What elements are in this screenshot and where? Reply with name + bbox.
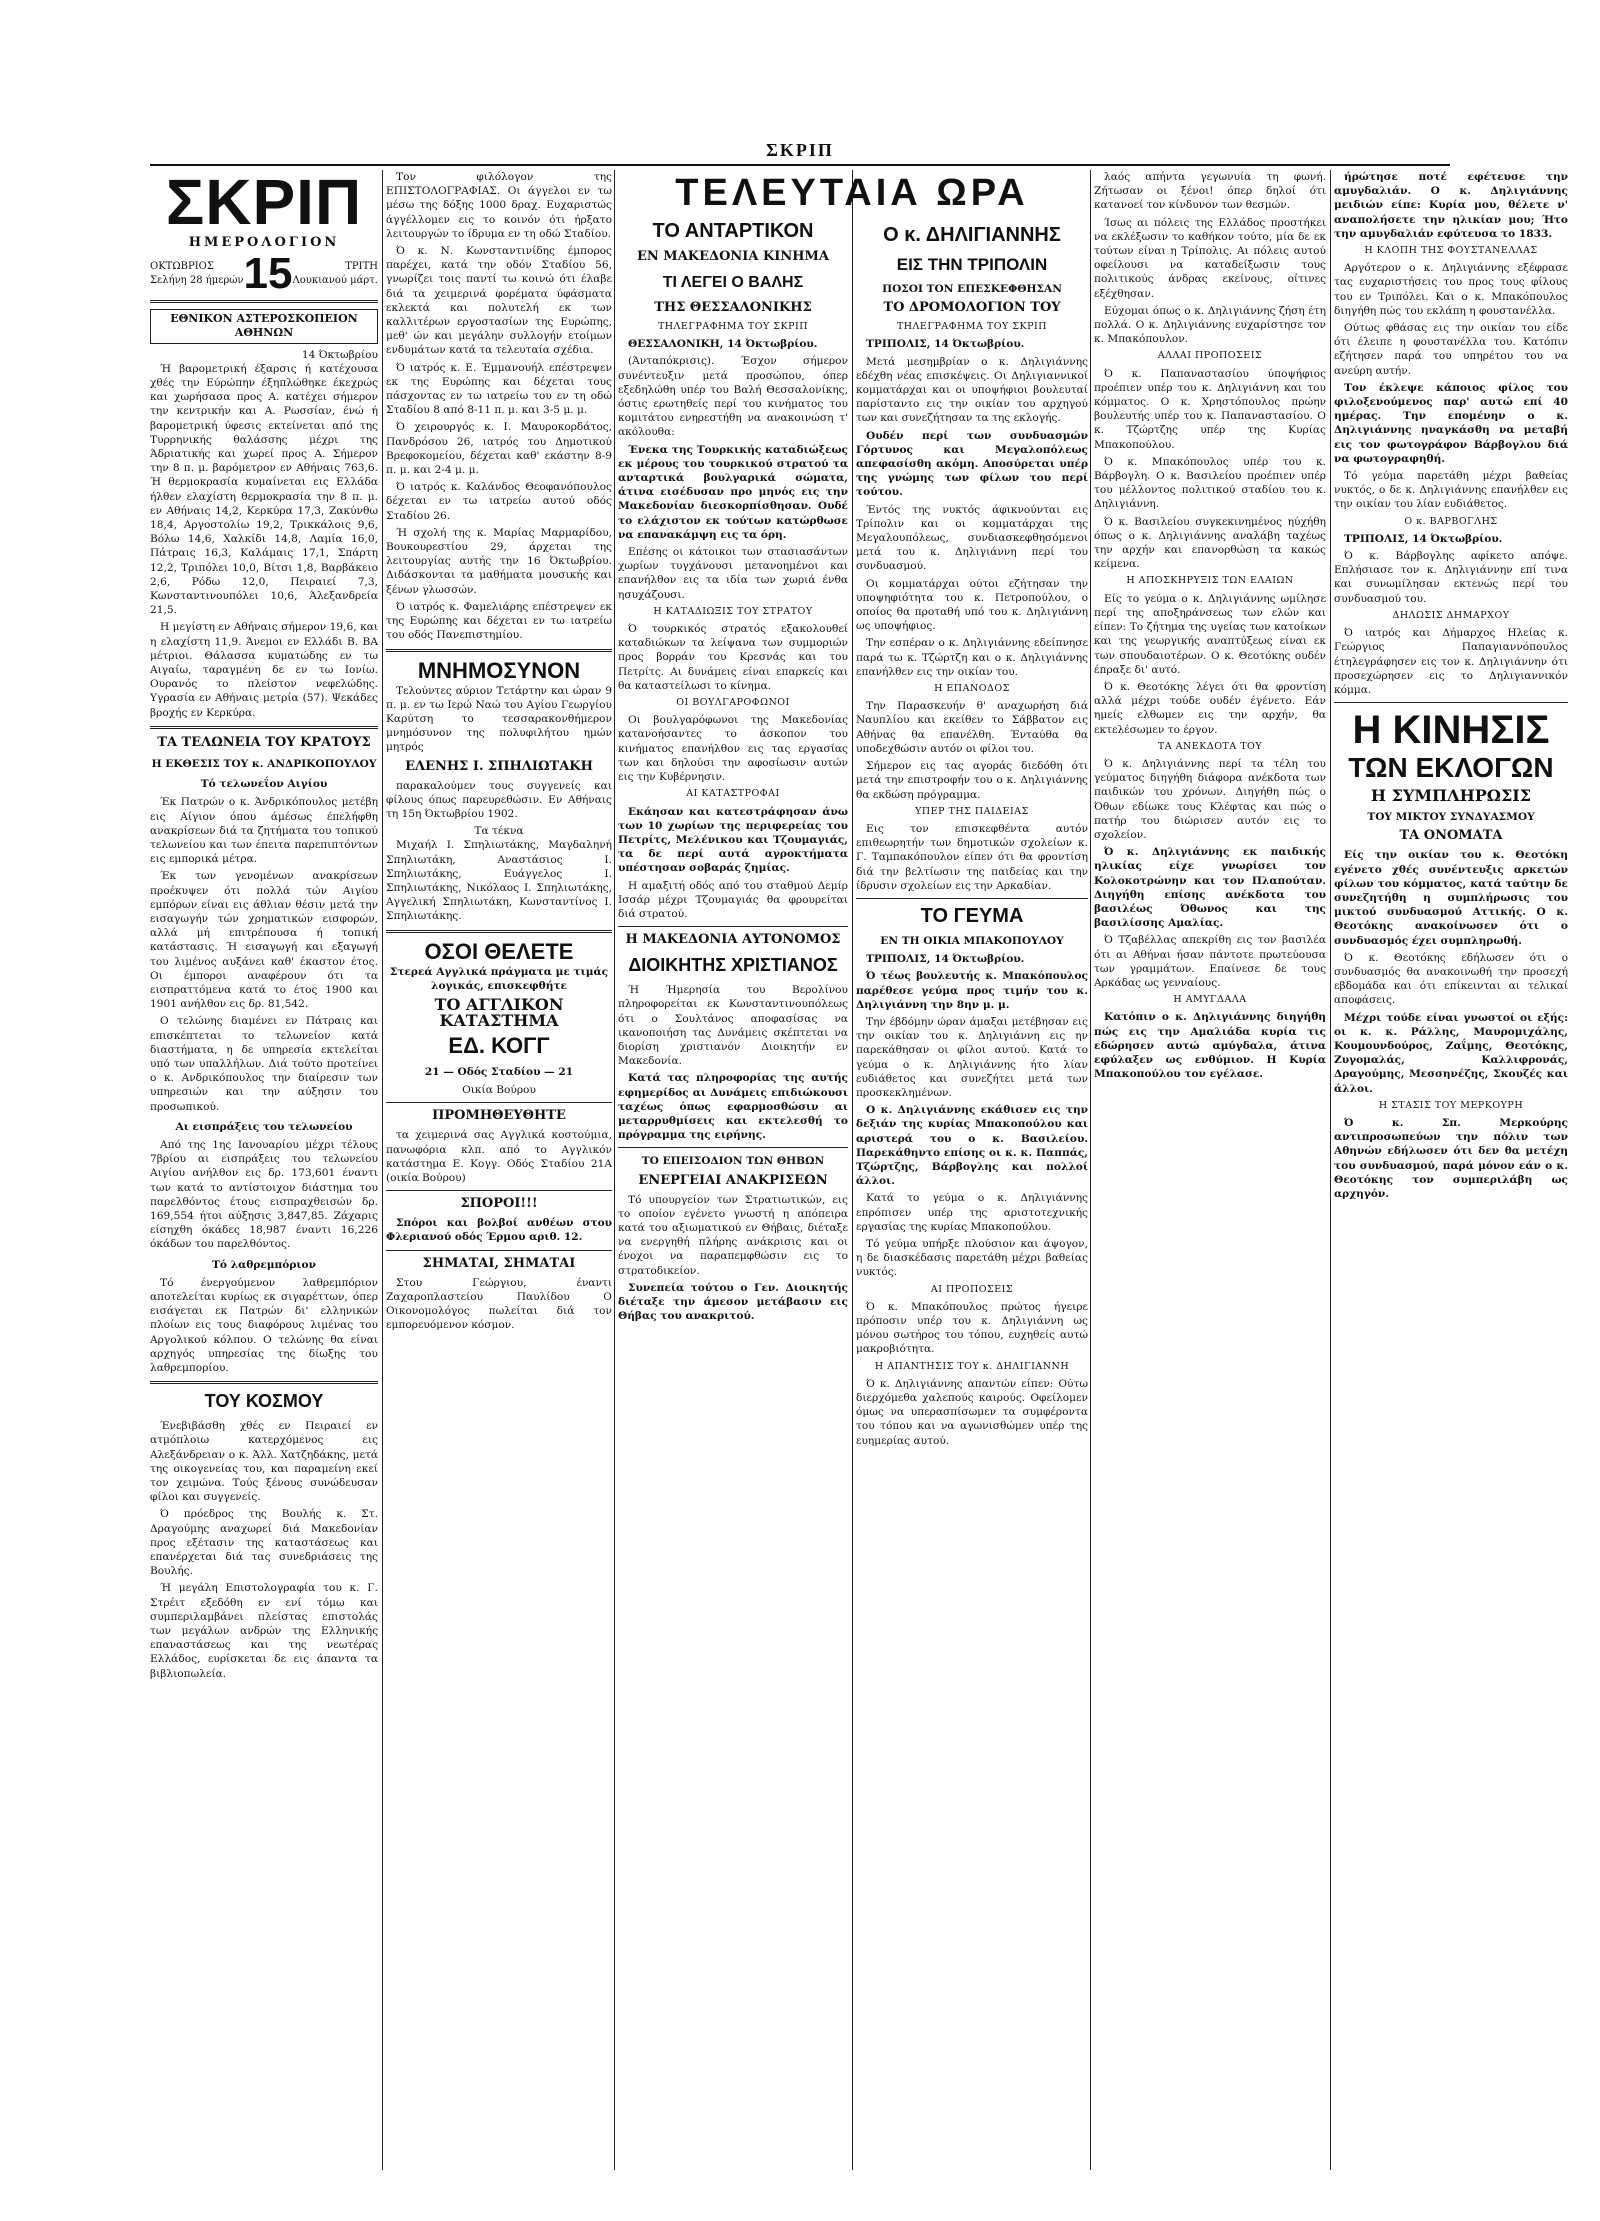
col2-text-7: Ό ιατρός κ. Φαμελιάρης επέστρεψεν εκ της Ευρώπης και δέχεται εν τω ιατρείω του οδός Πανεπιστημίου. xyxy=(386,600,612,642)
column-divider xyxy=(382,170,383,2170)
c6-dateline: ΤΡΙΠΟΛΙΣ, 14 Όκτωβρίου. xyxy=(1344,532,1503,545)
c4-text-9: Ό τέως βουλευτής κ. Μπακόπουλος παρέθεσε γεύμα προς τιμήν του κ. Δηλιγιάννη την 8ην μ. μ. xyxy=(856,970,1088,1011)
divider xyxy=(1334,702,1568,703)
aigion-text-3: Ο τελώνης διαμένει εν Πάτραις και επισκέπτεται το τελωνείον κατά διαστήματα, η δε υπηρεσία εκτελείται υπό των υπαλλήλων. Διά τούτο προτείνει ο κ. Ανδρικόπουλος την διαίρεσιν των υπηρεσιών και την αύξησιν του προσωπικού. xyxy=(150,1015,378,1113)
c4-text-13: Τό γεύμα υπήρξε πλούσιον και άψογον, η δε διασκέδασις παρετάθη μέχρι βαθείας νυκτός. xyxy=(856,1237,1088,1279)
customs-heading: ΤΑ ΤΕΛΩΝΕΙΑ ΤΟΥ ΚΡΑΤΟΥΣ xyxy=(157,734,371,750)
observatory-heading: ΕΘΝΙΚΟΝ ΑΣΤΕΡΟΣΚΟΠΕΙΟΝ ΑΘΗΝΩΝ xyxy=(150,309,378,343)
col2-text-2: Ό κ. Ν. Κωνσταντινίδης έμπορος παρέχει, κατά την οδόν Σταδίου 56, γνωρίζει τοις παντί τω κοινώ ότι έλαβε διά τα χειμερινά φορέματα ύφάσματα εκλεκτά και πολυτελή εκ των καλλιτέρων εργοστασίων της Ευρώπης, μεθ' ών και μεγάλην συλλογήν ετοίμων ενδυμάτων κατά τα τελευταία σχέδια. xyxy=(386,245,612,357)
column-2 xyxy=(386,170,612,2180)
c3-text-6: Εκάησαν και κατεστράφησαν άνω των 10 χωρίων της περιφερείας του Πετρίτς, Μελένικου και Τζουμαγιάς, τα δε περί αυτά αγροκτήματα υπέστησαν σοβαράς ζημίας. xyxy=(618,805,848,875)
c3-text-3: Επέσης οι κάτοικοι των στασιασάντων χωρίων τυγχάνουσι μετανοημένοι και επανήλθον εις τα ιδία των χωριά ένθα ησυχάζουσι. xyxy=(618,546,848,601)
c6-text-2: Αργότερον ο κ. Δηλιγιάννης εξέφρασε τας ευχαριστήσεις του προς τους φίλους του εν Τριπόλει. Και ο κ. Μπακόπουλος διηγήθη πώς του εκλάπη η φουστανέλλα. xyxy=(1334,262,1568,317)
weekday: ΤΡΙΤΗ xyxy=(345,261,378,272)
aigion-heading: Τό τελωνεΐον Αιγίου xyxy=(200,778,328,791)
contraband-heading: Τό λαθρεμπόριον xyxy=(212,1258,316,1271)
day-number: 15 xyxy=(243,249,293,299)
c4-head-4: ΤΟ ΔΡΟΜΟΛΟΓΙΟΝ ΤΟΥ xyxy=(883,300,1061,316)
col2-text-3: Ό ιατρός κ. Ε. Έμμανουήλ επέστρεψεν εκ της Ευρώπης και δέχεται τους πάσχοντας εν τω ιατρείω του εν τη οδώ Σταδίου 8 από 8-11 π. μ. και 3-5 μ. μ. xyxy=(386,361,612,417)
observatory-text: Ή βαρομετρική έξαρσις ή κατέχουσα χθές την Εύρώπην έξηπλώθηκε έκεχρώς και χωρήσασα προς Α. κατέχει σήμερον την κεντρικήν και Α. Ρωσσίαν, ένώ ή βαρομετρική ύφεσις εκτείνεται από της Τυρρηνικής θαλάσσης μέχρι της Άδριατικής και χωρεί προς Α. Σήμερον την 8 π. μ. βαρόμετρον εν Αθήναις 763,6. Ή θερμοκρασία κυμαίνεται εις Ελλάδα ήλθεν ελαχίστη θερμοκρασία την 8 π. μ. εν Αθήναις 14,2, Κερκύρα 17,3, Ζακύνθω 18,4, Αργοστολίω 19,2, Τρικκάλοις 9,6, Βόλω 14,6, Χαλκίδι 14,8, Λαμία 16,0, Πάτραις 16,3, Καλάμαις 17,1, Σπάρτη 12,2, Τριπόλει 10,0, Βίτσι 1,8, Βαρβάκειο 2,6, Ρόδω 12,0, Πειραιεί 7,3, Κωνσταντινουπόλει 10,6, Άλεξανδρεία 21,5. xyxy=(150,362,378,617)
c3-head-3: ΤΙ ΛΕΓΕΙ Ο ΒΑΛΗΣ xyxy=(662,274,804,291)
divider xyxy=(618,1147,848,1148)
c3-text-11: Συνεπεία τούτου ο Γεν. Διοικητής διέταξε την άμεσον μετάβασιν εις Θήβας του ανακριτού. xyxy=(618,1281,848,1323)
banner-spacer xyxy=(856,170,1088,218)
ad1-shop: ΤΟ ΑΓΓΛΙΚΟΝ ΚΑΤΑΣΤΗΜΑ xyxy=(434,994,564,1030)
c5-text-11: Ό Τζαβέλλας απεκρίθη εις τον βασιλέα ότι αι Αθήναι ήσαν πάντοτε πρωτεύουσα των γραμμάτων. Επαίνεσε δε τους Αρκάδας ως γενναίους. xyxy=(1094,934,1326,989)
feast: Λουκιανού μάρτ. xyxy=(292,275,378,287)
c4-sub-1: Η ΕΠΑΝΟΔΟΣ xyxy=(934,683,1010,695)
c4-sub-2: ΥΠΕΡ ΤΗΣ ΠΑΙΔΕΙΑΣ xyxy=(915,805,1029,817)
divider xyxy=(386,1250,612,1251)
c4-text-3: Έντός της νυκτός άφικνούνται εις Τρίπολιν και οι κομματάρχαι της Μεγαλουπόλεως, συνδιασκεφθησόμενοι μετά του κ. Δηλιγιάννη περί του συνδυασμού. xyxy=(856,503,1088,573)
c3-text-10: Τό υπουργείον των Στρατιωτικών, εις το οποίον εγένετο γνωστή η απόπειρα κατά του αξιωματικού εν Θήβαις, διέταξε να ενεργηθή πλήρης ανάκρισις και οι ένοχοι να παραπεμφθώσιν εις το στρατοδικείον. xyxy=(618,1193,848,1277)
ad2-heading: ΠΡΟΜΗΘΕΥΘΗΤΕ xyxy=(432,1108,566,1124)
c4-sub-4: ΕΝ ΤΗ ΟΙΚΙΑ ΜΠΑΚΟΠΟΥΛΟΥ xyxy=(880,934,1064,947)
c3-sub-1: Η ΚΑΤΑΔΙΩΞΙΣ ΤΟΥ ΣΤΡΑΤΟΥ xyxy=(653,605,813,617)
col2-text-5: Ό ιατρός κ. Καλάνδος Θεοφανόπουλος δέχεται εν τω ιατρείω αυτού οδός Σταδίου 26. xyxy=(386,481,612,522)
c5-text-3: Εύχομαι όπως ο κ. Δηλιγιάννης ζήση έτη πολλά. Ο κ. Δηλιγιάννης ευχαρίστησε τον κ. Μπακόπουλον. xyxy=(1094,304,1326,346)
memorial-heading: ΜΝΗΜΟΣΥΝΟΝ xyxy=(417,657,581,683)
elections-heading-1: Η ΚΙΝΗΣΙΣ xyxy=(1352,708,1550,753)
c5-text-12: Κατόπιν ο κ. Δηλιγιάννης διηγήθη πώς εις την Αμαλιάδα κυρία τις εδώρησεν αυτώ αμύγδαλα, άτινα εφύλαξεν ως ενθύμιον. Η Κυρία Μπακοπούλου τον εγέλασε. xyxy=(1094,1011,1326,1081)
ad3-text: Σπόροι και βολβοί ανθέων στου Φλεριανού οδός Έρμου αριθ. 12. xyxy=(386,1217,612,1244)
c5-text-7: Είς το γεύμα ο κ. Δηλιγιάννης ωμίλησε περί της αποξηράνσεως των ελών και είπεν: Το ζήτημα της υγείας των κατοίκων και της γεωργικής αναπτύξεως είναι εκ των σπουδαιοτέρων. Ο κ. Θεοτόκης ουδέν έπραξε δι' αυτό. xyxy=(1094,592,1326,676)
c6-sub-1: Η ΚΛΟΠΗ ΤΗΣ ΦΟΥΣΤΑΝΕΛΛΑΣ xyxy=(1364,245,1538,257)
divider xyxy=(150,1381,378,1384)
c6-text-5: Τό γεύμα παρετάθη μέχρι βαθείας νυκτός, ο δε κ. Δηλιγιάννης επανήλθεν εις την οικίαν του λίαν ευδιάθετος. xyxy=(1334,470,1568,511)
c4-dateline: ΤΡΙΠΟΛΙΣ, 14 Όκτωβρίου. xyxy=(866,338,1025,351)
c6-sub-2: Ο κ. ΒΑΡΒΟΓΛΗΣ xyxy=(1404,515,1498,527)
divider xyxy=(150,726,378,729)
c4-head-1: Ο κ. ΔΗΛΙΓΙΑΝΝΗΣ xyxy=(883,224,1061,246)
divider xyxy=(856,898,1088,899)
c3-sub-6: ΤΟ ΕΠΕΙΣΟΔΙΟΝ ΤΩΝ ΘΗΒΩΝ xyxy=(641,1155,825,1168)
c4-head-2: ΕΙΣ ΤΗΝ ΤΡΙΠΟΛΙΝ xyxy=(896,255,1048,274)
last-hour-banner: ΤΕΛΕΥΤΑΙΑ ΩΡΑ xyxy=(675,172,1029,214)
c3-text-9: Κατά τας πληροφορίας της αυτής εφημερίδος αι Δυνάμεις επιδιώκουσι ταχέως όπως εφαρμοσθώσιν αι μεταρρυθμίσεις και εκτελεσθή το πρόγραμμα της ειρήνης. xyxy=(618,1072,848,1142)
c6-sub-4: Η ΣΤΑΣΙΣ ΤΟΥ ΜΕΡΚΟΥΡΗ xyxy=(1378,1099,1524,1111)
ad4-text: Στου Γεώργιου, έναντι Ζαχαροπλαστείου Παυλίδου Ο Οικονομολόγος πωλείται διά τον εμπορευόμενον κόσμον. xyxy=(386,1276,612,1332)
c5-text-5: Ό κ. Μπακόπουλος υπέρ του κ. Βάρβογλη. Ο κ. Βασιλείου προέπιεν υπέρ του μέλλοντος πολιτικού σταδίου του κ. Δηλιγιάννη. xyxy=(1094,455,1326,511)
c3-sub-5: ΔΙΟΙΚΗΤΗΣ ΧΡΙΣΤΙΑΝΟΣ xyxy=(628,955,838,976)
c4-sub-6: Η ΑΠΑΝΤΗΣΙΣ ΤΟΥ κ. ΔΗΛΙΓΙΑΝΝΗ xyxy=(874,1360,1070,1372)
c4-text-12: Κατά το γεύμα ο κ. Δηλιγιάννης επρόπισεν υπέρ της αριστοτεχνικής εργασίας της κυρίας Μπακοπούλου. xyxy=(856,1192,1088,1233)
c3-dateline: ΘΕΣΣΑΛΟΝΙΚΗ, 14 Όκτωβρίου. xyxy=(628,338,818,351)
memorial-names: Μιχαήλ Ι. Σπηλιωτάκης, Μαγδαληνή Σπηλιωτάκη, Αναστάσιος Ι. Σπηλιωτάκης, Ευάγγελος Ι. Σπηλιωτάκης, Νικόλαος Ι. Σπηλιωτάκης, Αγγελική Σπηλιωτάκη, Κωνσταντίνος Ι. Σπηλιωτάκης. xyxy=(386,839,612,923)
c3-text-7: Η αμαξιτή οδός από του σταθμού Δεμίρ Ισσάρ μέχρι Τζουμαγιάς θα φρουρείται διά στρατού. xyxy=(618,879,848,920)
c4-text-4: Οι κομματάρχαι ούτοι εζήτησαν την υποψηφιότητα του κ. Πετροπούλου, ο οποίος θα προταθή υπό του κ. Δηλιγιάννη ως υποψήφιος. xyxy=(856,577,1088,633)
col2-text-4: Ό χειρουργός κ. Ι. Μαυροκορδάτος, Πανδρόσου 26, ιατρός του Δημοτικού Βρεφοκομείου, δέχεται καθ' εκάστην 8-9 π. μ. και 2-4 μ. μ. xyxy=(386,421,612,477)
divider xyxy=(386,930,612,933)
income-heading: Αι εισπράξεις του τελωνείου xyxy=(175,1120,353,1133)
world-text-3: Ή μεγάλη Επιστολογραφία του κ. Γ. Στρέιτ εξεδόθη εν ενί τόμω και συμπεριλαμβάνει πλείστας επιστολάς των μεγάλων ανδρών της Ελληνικής επαναστάσεως και της νεωτέρας Ελλάδος, ευρίσκεται δε εις άπαντα τα βιβλιοπωλεία. xyxy=(150,1582,378,1680)
c4-telegram: ΤΗΛΕΓΡΑΦΗΜΑ ΤΟΥ ΣΚΡΙΠ xyxy=(896,321,1048,333)
c5-text-1: λαός απήντα γεγωνυία τη φωνή. Ζήτωσαν οι ξένοι! όπερ δηλοί ότι κατανοεί τον κίνδυνον των θεσμών. xyxy=(1094,171,1326,212)
c6-text-10: Μέχρι τούδε είναι γνωστοί οι εξής: οι κ. κ. Ράλλης, Μαυρομιχάλης, Κουμουνδούρος, Ζαΐμης, Θεοτόκης, Ζυγομαλάς, Καλλιφρονάς, Δραγούμης, Μεσσηνέζης, Σκουζές και άλλοι. xyxy=(1334,1011,1568,1095)
c3-text-5: Οι βουλγαρόφωνοι της Μακεδονίας κατανοήσαντες το άσκοπον του κινήματος επανήλθον εις τας εργασίας των και δηλούσι την αφοσίωσιν αυτών εις την Κυβέρνησιν. xyxy=(618,714,848,784)
c5-sub-2: Η ΑΠΟΣΚΗΡΥΞΙΣ ΤΩΝ ΕΛΑΙΩΝ xyxy=(1126,575,1294,587)
c6-sub-3: ΔΗΛΩΣΙΣ ΔΗΜΑΡΧΟΥ xyxy=(1392,609,1510,621)
c4-text-7: Σήμερον εις τας αγοράς διεδόθη ότι μετά την επιστροφήν του ο κ. Δηλιγιάννης θα εκδώση πρόγραμμα. xyxy=(856,760,1088,801)
c4-sub-3: ΤΟ ΓΕΥΜΑ xyxy=(920,904,1024,927)
report-heading: Η ΕΚΘΕΣΙΣ ΤΟΥ κ. ΑΝΔΡΙΚΟΠΟΥΛΟΥ xyxy=(151,757,377,770)
ad3-heading: ΣΠΟΡΟΙ!!! xyxy=(460,1196,538,1212)
c3-text-2: Ένεκα της Τουρκικής καταδιώξεως εκ μέρους του τουρκικού στρατού τα ανταρτικά βουλγαρικά σώματα, άτινα εισέδυσαν προ μηνός εις την Μακεδονίαν διεσκορπίσθησαν. Ουδέ το ελάχιστον εκ τούτων κατώρθωσε να επανακάμψη εις τα όρη. xyxy=(618,443,848,541)
running-head: ΣΚΡΙΠ xyxy=(766,140,834,160)
c5-text-2: Ίσως αι πόλεις της Ελλάδος προστήκει να εκλέξωσιν το καθήκον τούτο, μία δε εκ τούτων είναι η Τρίπολις. Αι πόλεις αυτού οφείλουσι να καταδείξωσιν τους πολιτικούς άνδρας εκείνους, οίτινες εξέχθησαν. xyxy=(1094,216,1326,300)
column-divider xyxy=(614,170,615,2170)
c6-text-6: Ό κ. Βάρβογλης αφίκετο απόψε. Επλήσιασε τον κ. Δηλιγιάννην επί τινα και συνωμίλησαν εκτενώς περί του συνδυασμού του. xyxy=(1334,550,1568,605)
elections-heading-4: ΤΟΥ ΜΙΚΤΟΥ ΣΥΝΔΥΑΣΜΟΥ xyxy=(1367,811,1535,824)
ad4-heading: ΣΗΜΑΤΑΙ, ΣΗΜΑΤΑΙ xyxy=(422,1255,576,1271)
c6-text-1: ήρώτησε ποτέ εφέτευσε την αμυγδαλιάν. Ο κ. Δηλιγιάννης μειδιών είπε: Κυρία μου, θέλετε ν' αναπολήσετε την ηλικίαν μου; Ήτο την αμυγδαλιάν εφύτευσα το 1833. xyxy=(1334,171,1568,240)
ad1-heading: ΟΣΟΙ ΘΕΛΕΤΕ xyxy=(424,938,574,964)
c5-text-10: Ό κ. Δηλιγιάννης εκ παιδικής ηλικίας είχε γνωρίσει τον Κολοκοτρώνην και τον Πλαπούταν. Διηγήθη επίσης ανέκδοτα του βασιλέως Όθωνος και της βασιλίσσης Αμαλίας. xyxy=(1094,846,1326,930)
c3-head-1: ΤΟ ΑΝΤΑΡΤΙΚΟΝ xyxy=(652,220,814,242)
income-text: Από της 1ης Ιανουαρίου μέχρι τέλους 7βρίου αι εισπράξεις του τελωνείου Αιγίου ανήλθον εις δρ. 173,601 έναντι των κατά το αντίστοιχον διάστημα του παρελθόντος έτους εισπραχθεισών δρ. 169,554 ήτοι αύξησις 3,847,85. Ζάχαρις είσηχθη όκάδες 18,987 έναντι 16,226 όκάδων του παρελθόντος. xyxy=(150,1138,378,1251)
c3-text-4: Ό τουρκικός στρατός εξακολουθεί καταδιώκων τα λείψανα των συμμοριών προς βορράν του Κρεσνάς και του Πετρίτς. Αι δυνάμεις είναι επαρκείς και θα καταστείλωσι το κίνημα. xyxy=(618,623,848,692)
c3-sub-2: ΟΙ ΒΟΥΛΓΑΡΟΦΩΝΟΙ xyxy=(676,697,790,709)
column-divider xyxy=(1330,170,1331,2170)
c4-text-5: Την εσπέραν ο κ. Δηλιγιάννης εδείπνησε παρά τω κ. Τζώρτζη και ο κ. Δηλιγιάννης επανήλθεν εις την οικίαν του. xyxy=(856,637,1088,678)
column-1 xyxy=(150,166,378,2180)
c4-text-2: Ουδέν περί των συνδυασμών Γόρτυνος και Μεγαλοπόλεως απεφασίσθη ακόμη. Αποσύρεται υπέρ της γνώμης των φίλων του περί τούτου. xyxy=(856,429,1088,499)
c3-sub-4: Η ΜΑΚΕΔΟΝΙΑ ΑΥΤΟΝΟΜΟΣ xyxy=(625,932,841,948)
divider xyxy=(618,926,848,927)
world-text-2: Ό πρόεδρος της Βουλής κ. Στ. Δραγούμης αναχωρεί διά Μακεδονίαν προς εξέτασιν της καταστάσεως και επανέρχεται διά τας συνεδριάσεις της Βουλής. xyxy=(150,1508,378,1578)
column-divider xyxy=(852,170,853,2170)
elections-heading-5: ΤΑ ΟΝΟΜΑΤΑ xyxy=(1399,828,1503,844)
ad2-text: τα χειμερινά σας Αγγλικά κοστούμια, πανωφόρια κλπ. από το Αγγλικόν κατάστημα Ε. Κογγ. Οδός Σταδίου 21Α (οικία Βούρου) xyxy=(386,1129,612,1184)
divider xyxy=(386,649,612,652)
ad1-text: Στερεά Αγγλικά πράγματα με τιμάς λογικάς, επισκεφθήτε xyxy=(389,965,609,992)
aigion-text-2: Έκ των γενομένων ανακρίσεων προέκυψεν ότι πολλά τών Αιγίου εμπόρων είναι εις άθλιαν θέσιν μετά την εισαγωγήν τών χρηματικών εισφορών, αλλά μή επιτρέπουσα ή τοπική κατάστασις. Ή εισαγωγή και εξαγωγή του λιμένος αυξάνει καθ' έκαστον έτος. Οι έμποροι αναφέρουν ότι τα εισπραττόμενα κατά το έτος 1900 και 1901 ανήλθον εις δρ. 81,542. xyxy=(150,870,378,1011)
c5-text-8: Ό κ. Θεοτόκης λέγει ότι θα φροντίση αλλά μέχρι τούδε ουδέν έγένετο. Εάν ημείς ελθωμεν εις την αρχήν, θα εκτελέσωμεν το έργον. xyxy=(1094,680,1326,736)
memorial-text: Τελούντες αύριον Τετάρτην και ώραν 9 π. μ. εν τω Ιερώ Ναώ του Αγίου Γεωργίου Καρύτση το τεσσαρακονθήμερον μνημόσυνον της πολυφιλήτου ημών μητρός xyxy=(386,684,612,754)
c5-sub-4: Η ΑΜΥΓΔΑΛΑ xyxy=(1173,994,1247,1006)
memorial-name: ΕΛΕΝΗΣ Ι. ΣΠΗΛΙΩΤΑΚΗ xyxy=(405,758,593,774)
col2-text-1: Τον φιλόλογον της ΕΠΙΣΤΟΛΟΓΡΑΦΙΑΣ. Οι άγγελοι εν τω μέσω της δόξης 1000 δραχ. Ευχαριστώς άγγέλλομεν εις το κοινόν ότι ήρξατο λειτουργών το ίδρυμα εν τη οδώ Σταδίου. xyxy=(386,171,612,240)
c3-head-2: ΕΝ ΜΑΚΕΔΟΝΙΑ ΚΙΝΗΜΑ xyxy=(636,249,829,264)
aigion-text-1: Έκ Πατρών ο κ. Άνδρικόπουλος μετέβη εις Αίγιον όπου άμέσως έπελήφθη ανακρίσεων διά τα ζητήματα του τοπικού τελωνείου και των έπειτα παρεπιπτόντων εις εμπορικά μέτρα. xyxy=(150,796,378,866)
divider xyxy=(150,300,378,303)
c4-text-10: Την έβδόμην ώραν άμαξαι μετέβησαν εις την οικίαν του κ. Δηλιγιάννη εις ην παρεκάθησαν οι φίλοι αυτού. Κατά το γεύμα ο κ. Δηλιγιάννης ήτο λίαν ευδιάθετος και συνεζήτει μετά των προσκεκλημένων. xyxy=(856,1015,1088,1099)
ad1-address-2: Οικία Βούρου xyxy=(462,1084,536,1097)
c6-text-11: Ό κ. Σπ. Μερκούρης αντιπροσωπεύων την πόλιν των Αθηνών εδήλωσεν ότι δεν θα μετέχη του συνδυασμού, παρά μόνον εάν ο κ. Θεοτόκης τον συμπεριλάβη ως αρχηγόν. xyxy=(1334,1116,1568,1200)
column-6 xyxy=(1334,170,1568,2180)
masthead-subtitle: ΗΜΕΡΟΛΟΓΙΟΝ xyxy=(188,235,340,250)
c6-text-9: Ό κ. Θεοτόκης εδήλωσεν ότι ο συνδυασμός θα ανακοινωθή την προσεχή εβδομάδα και ότι επίκεινται αι τελικαί αποφάσεις. xyxy=(1334,951,1568,1007)
c3-text-8: Ή Ήμερησία του Βερολίνου πληροφορείται εκ Κωνσταντινουπόλεως ότι ο Σουλτάνος αποφασίσας να ικανοποιήση τας Δυνάμεις σκέπτεται να διορίση χριστιανόν Διοικητήν εν Μακεδονία. xyxy=(618,984,848,1068)
ad1-name: ΕΔ. ΚΟΓΓ xyxy=(448,1032,550,1058)
memorial-text-2: παρακαλούμεν τους συγγενείς και φίλους όπως παρευρεθώσιν. Εν Αθήναις τη 15η Όκτωβρίου 1902. xyxy=(386,779,612,820)
c3-text-1: (Άνταπόκρισις). Έσχον σήμερον συνέντευξιν μετά προσώπου, όπερ εξεδηλώθη υπέρ του Βαλή Θεσσαλονίκης, όστις ερωτηθείς περί του κινήματος του κομιτάτου ενηρεστήθη να ανακοινώση τ' ακόλουθα: xyxy=(618,355,848,439)
c4-text-8: Εις τον επισκεφθέντα αυτόν επιθεωρητήν των δημοτικών σχολείων κ. Γ. Ταμπακόπουλον είπεν ότι θα φροντίση διά την βελτίωσιν της παιδείας και την ίδρυσιν σχολείων εις την Αρκαδίαν. xyxy=(856,822,1088,892)
c5-text-4: Ό κ. Παπαναστασίου ύποψήφιος προέπιεν υπέρ του κ. Δηλιγιάννη και του κόμματος. Ο κ. Χρηστόπουλος πρώην βουλευτής υπέρ του κ. Παπαναστασίου. Ο κ. Τζώρτζης υπέρ της Κυρίας Μπακοπούλου. xyxy=(1094,367,1326,451)
c3-sub-3: ΑΙ ΚΑΤΑΣΤΡΟΦΑΙ xyxy=(686,788,780,800)
c4-text-1: Μετά μεσημβρίαν ο κ. Δηλιγιάννης εδέχθη νέας επισκέψεις. Οι Δηλιγιαννικοί κομματάρχαι και οι υποψήφιοι βουλευταί παρίσταντο εις την οικίαν του αρχηγού των και συνεζήτησαν τα της εκλογής. xyxy=(856,355,1088,425)
elections-heading-3: Η ΣΥΜΠΛΗΡΩΣΙΣ xyxy=(1370,786,1532,806)
col2-text-6: Ή σχολή της κ. Μαρίας Μαρμαρίδου, Βουκουρεστίου 29, άρχεται της λειτουργίας αυτής την 16 Όκτωβρίου. Διδάσκονται τα μαθήματα μουσικής και ξένων γλωσσών. xyxy=(386,526,612,596)
column-divider xyxy=(1090,170,1091,2170)
c4-text-15: Ό κ. Δηλιγιάννης απαντών είπεν: Ούτω διερχόμεθα χαλεπούς καιρούς. Οφείλομεν όμως να υπερασπίσωμεν τα συμφέροντα του τόπου και να αγωνισθώμεν υπέρ της ευημερίας αυτού. xyxy=(856,1377,1088,1447)
c4-dateline-2: ΤΡΙΠΟΛΙΣ, 14 Όκτωβρίου. xyxy=(866,953,1025,966)
column-4 xyxy=(856,170,1088,2180)
c6-text-4: Τον έκλεψε κάποιος φίλος του φιλοξενούμενος παρ' αυτώ επί 40 ημέρας. Την επομένην ο κ. Δηλιγιάννης ηναγκάσθη να μεταβή εις τον φωτογράφον Βάρβογλου διά να φωτογραφηθή. xyxy=(1334,381,1568,465)
c6-text-8: Είς την οικίαν του κ. Θεοτόκη εγένετο χθές συνέντευξις αρκετών φίλων του κόμματος, κατά ταύτην δε συνεζητήθη η συμπλήρωσις του μικτού συνδυασμού Αττικής. Ο κ. Θεοτόκης ανακοίνωσεν ότι ο συνδυασμός έχει συμπληρωθή. xyxy=(1334,849,1568,947)
c5-sub-3: ΤΑ ΑΝΕΚΔΟΤΑ ΤΟΥ xyxy=(1157,740,1263,752)
elections-heading-2: ΤΩΝ ΕΚΛΟΓΩΝ xyxy=(1348,752,1554,784)
moon: Σελήνη 28 ήμερών xyxy=(150,275,244,287)
c4-text-6: Την Παρασκευήν θ' αναχωρήση διά Ναυπλίου και εκείθεν το Σάββατον εις Αθήνας θα επανέλθη. Ένταύθα θα υποδεχθώσιν αυτόν οι φίλοι του. xyxy=(856,700,1088,755)
c5-sub-1: ΑΛΛΑΙ ΠΡΟΠΟΣΕΙΣ xyxy=(1157,350,1263,362)
c5-text-9: Ό κ. Δηλιγιάννης περί τα τέλη του γεύματος διηγήθη διάφορα ανέκδοτα των παιδικών του χρόνων. Διηγήθη πώς ο Όθων εδίωκε τους Κλέφτας και πώς ο πατήρ του διώρισεν αυτόν εις το σχολείον. xyxy=(1094,757,1326,841)
c6-text-3: Ούτως φθάσας εις την οικίαν του είδε ότι έλειπε η φουστανέλλα του. Κατόπιν εζήτησεν παρά του υπηρέτου του να ανεύρη αυτήν. xyxy=(1334,322,1568,377)
world-heading: ΤΟΥ ΚΟΣΜΟΥ xyxy=(204,1391,324,1412)
memorial-children: Τα τέκνα xyxy=(474,825,524,838)
c4-sub-5: ΑΙ ΠΡΟΠΟΣΕΙΣ xyxy=(930,1283,1014,1295)
ad1-address: 21 — Οδός Σταδίου — 21 xyxy=(424,1065,574,1078)
c5-text-6: Ό κ. Βασιλείου συγκεκινημένος ηύχήθη όπως ο κ. Δηλιγιάννης αναλάβη ταχέως την αρχήν και επανορθώση τα κακώς κείμενα. xyxy=(1094,515,1326,571)
masthead-title: ΣΚΡΙΠ xyxy=(165,166,363,238)
date-row xyxy=(150,249,378,299)
c4-head-3: ΠΟΣΟΙ ΤΟΝ ΕΠΕΣΚΕΦΘΗΣΑΝ xyxy=(882,283,1062,295)
contraband-text: Τό ένεργούμενον λαθρεμπόριον αποτελείται κυρίως εκ σιγαρέττων, όπερ εισάγεται εκ Πατρών δι' ελληνικών πλοίων εις τους διαφόρους λιμένας του Αργολικού κόλπου. Ο τελώνης θα είναι αρχηγός υπηρεσίας της δίωξης του λαθρεμπορίου. xyxy=(150,1276,378,1375)
column-5 xyxy=(1094,170,1326,2180)
c6-text-7: Ό ιατρός και Δήμαρχος Ηλείας κ. Γεώργιος Παπαγιαννόπουλος έτηλεγράφησεν εις τον κ. Δηλιγιάννην ότι προσεχώρησεν εις το Δηλιγιαννικόν κόμμα. xyxy=(1334,627,1568,696)
observatory-text-2: Η μεγίστη εν Αθήναις σήμερον 19,6, και η ελαχίστη 11,9. Άνεμοι εν Ελλάδι Β. ΒΑ μέτριοι. Θάλασσα κυματώδης εν τω Αιγαίω, ταραγμένη δε εν τω Ιονίω. Ουρανός το πλείστον νεφελώδης. Υγρασία εν Αθήναις μετρία (57). Ψεκάδες βροχής εν Κερκύρα. xyxy=(150,621,378,719)
c4-text-11: Ο κ. Δηλιγιάννης εκάθισεν εις την δεξιάν της κυρίας Μπακοπούλου και αριστερά του ο κ. Βασιλείου. Παρεκάθηντο επίσης οι κ. κ. Παππάς, Τζώρτζης, Βάρβογλης και πολλοί άλλοι. xyxy=(856,1104,1088,1188)
month: ΟΚΤΩΒΡΙΟΣ xyxy=(150,261,214,272)
divider xyxy=(386,1190,612,1191)
c3-sub-7: ΕΝΕΡΓΕΙΑΙ ΑΝΑΚΡΙΣΕΩΝ xyxy=(638,1172,828,1188)
c3-telegram: ΤΗΛΕΓΡΑΦΗΜΑ ΤΟΥ ΣΚΡΙΠ xyxy=(657,321,809,332)
c3-head-4: ΤΗΣ ΘΕΣΣΑΛΟΝΙΚΗΣ xyxy=(654,300,812,315)
world-text-1: Ένεβιβάσθη χθές εν Πειραιεί εν ατμόπλοιω κατερχόμενος εις Αλεξάνδρειαν ο κ. Άλλ. Χατζηδάκης, μετά της οικογενείας του, και παραμείνη εκεί τον χειμώνα. Τούς ξένους συνώδευσαν φίλοι και συγγενείς. xyxy=(150,1420,378,1504)
observatory-date: 14 Όκτωβρίου xyxy=(301,348,378,361)
c4-text-14: Ό κ. Μπακόπουλος πρώτος ήγειρε πρόποσιν υπέρ του κ. Δηλιγιάννη ως μόνου σωτήρος του τόπου, ευχηθείς αυτώ μακροβιότητα. xyxy=(856,1300,1088,1356)
divider xyxy=(386,1102,612,1103)
